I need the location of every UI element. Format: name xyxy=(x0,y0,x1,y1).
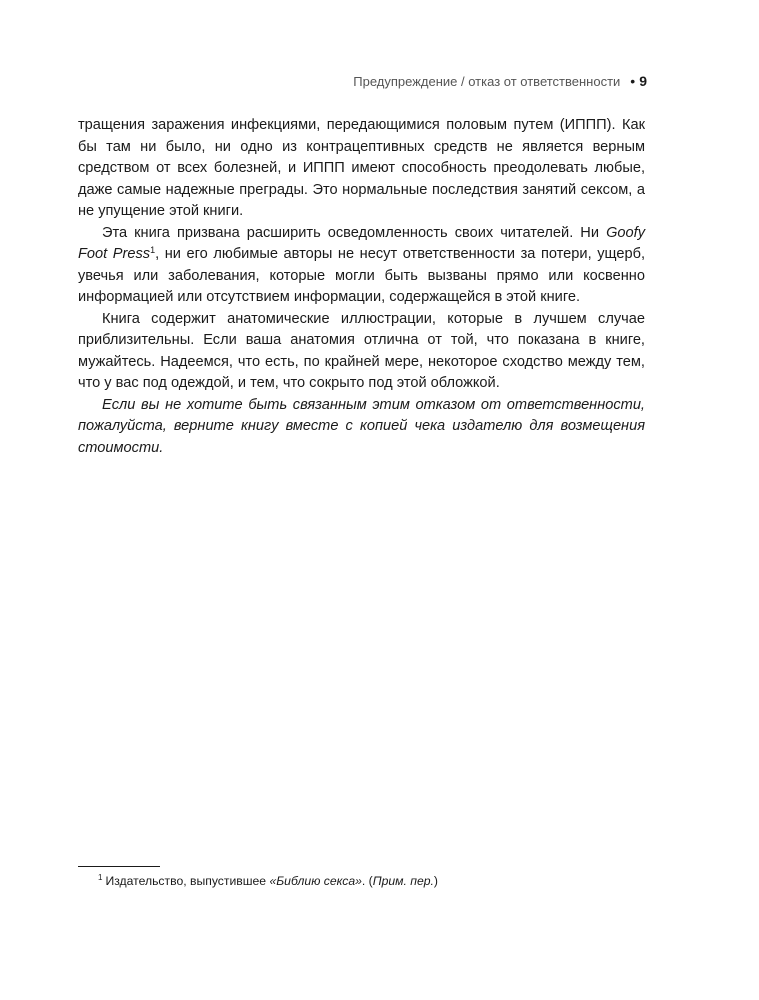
paragraph-2-end: , ни его любимые авторы не несут ответственности за потери, ущерб, увечья или заболевания, которые могли быть вызваны прямо или косвенно информацией или отсутствием информации, содержащейся в этой книге. xyxy=(78,246,645,305)
footnote-ref: 1 xyxy=(150,245,156,255)
paragraph-2 xyxy=(78,223,645,309)
paragraph-3: Книга содержит анатомические иллюстрации, которые в лучшем случае приблизительны. Если ваша анатомия отлична от той, что показана в книге, мужайтесь. Надеемся, что есть, по крайней мере, некоторое сходство между тем, что у вас под одеждой, и тем, что сокрыто под этой обложкой. xyxy=(78,310,645,391)
footnote-rule xyxy=(78,866,160,867)
footnote-text-c: ) xyxy=(433,874,438,888)
publisher-name: Goofy Foot Press xyxy=(78,224,645,262)
footnote xyxy=(98,874,438,888)
footnote-book-title: «Библию секса» xyxy=(269,874,362,888)
body-text xyxy=(78,115,645,459)
header-bullet: • xyxy=(630,73,636,89)
paragraph-1: тращения заражения инфекциями, передающимися половым путем (ИППП). Как бы там ни было, ни одно из контрацептивных средств не является верным средством от всех болезней, и ИППП имеют способность преодолевать любые, даже самые надежные преграды. Это нормальные последствия занятий сексом, а не упущение этой книги. xyxy=(78,117,645,219)
paragraph-2-start: Эта книга призвана расширить осведомленность своих читателей. Ни xyxy=(102,224,607,241)
footnote-text-a: Издательство, выпустившее xyxy=(105,874,270,888)
footnote-translator-note: Прим. пер. xyxy=(372,874,434,888)
running-title: Предупреждение / отказ от ответственности xyxy=(353,74,621,89)
paragraph-4: Если вы не хотите быть связанным этим отказом от ответственности, пожалуйста, верните книгу вместе с копией чека издателю для возмещения стоимости. xyxy=(78,396,645,456)
footnote-text-b: . ( xyxy=(361,874,373,888)
page-number: 9 xyxy=(639,73,647,89)
footnote-number: 1 xyxy=(98,873,103,882)
running-header xyxy=(300,73,647,89)
